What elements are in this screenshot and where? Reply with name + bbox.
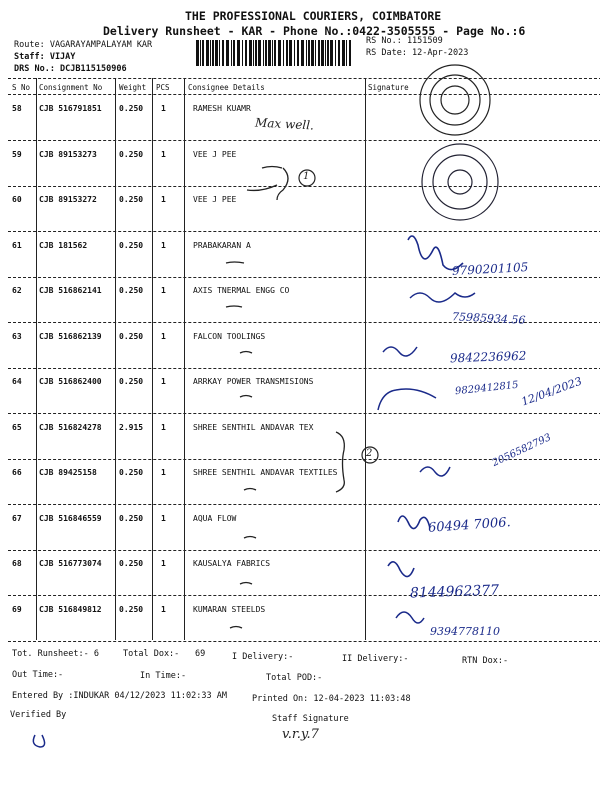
row-pcs: 1 [161, 331, 166, 341]
row-weight: 0.250 [119, 468, 144, 477]
verified-signature [33, 735, 44, 747]
rs-date: RS Date: 12-Apr-2023 [366, 48, 469, 58]
col-header-consignee: Consignee Details [188, 83, 265, 92]
handwriting-maxwell: Max well. [254, 115, 315, 133]
entered-by: Entered By :INDUKAR 04/12/2023 11:02:33 AM [12, 691, 227, 701]
row-sno: 64 [12, 377, 22, 386]
row-sno: 59 [12, 149, 22, 159]
row-pcs: 1 [161, 286, 166, 295]
i-delivery: I Delivery:- [232, 652, 294, 662]
row-consignee: KUMARAN STEELDS [193, 604, 266, 614]
row-consignee: RAMESH KUAMR [193, 104, 251, 113]
tick-mark [262, 167, 282, 169]
col-header-consignment: Consignment No [39, 83, 103, 92]
row-consignee: FALCON TOOLINGS [193, 331, 266, 341]
row-pcs: 1 [161, 468, 166, 477]
row-sno: 67 [12, 513, 22, 523]
route-label: Route: VAGARAYAMPALAYAM KAR [14, 40, 153, 50]
bracket-mark [336, 432, 344, 492]
signature-scribble [410, 293, 475, 302]
tick-mark [226, 262, 244, 263]
company-title: THE PROFESSIONAL COURIERS, COIMBATORE [185, 9, 442, 23]
signature-scribble [378, 389, 436, 410]
runsheet-subtitle: Delivery Runsheet - KAR - Phone No.:0422-3505555 - Page No.:6 [103, 24, 526, 38]
row-weight: 2.915 [119, 422, 144, 432]
row-weight: 0.250 [119, 240, 144, 250]
row-pcs: 1 [161, 422, 166, 432]
row-sno: 63 [12, 331, 22, 341]
total-pod: Total POD:- [266, 673, 323, 683]
ii-delivery: II Delivery:- [342, 654, 409, 664]
handwriting-group-2: 2 [366, 448, 373, 459]
row-consignment: CJB 89153273 [39, 149, 97, 159]
out-time: Out Time:- [12, 670, 64, 680]
row-consignment: CJB 89425158 [39, 468, 97, 477]
signature-scribble [396, 612, 424, 623]
row-pcs: 1 [161, 195, 166, 204]
row-consignment: CJB 516773074 [39, 559, 102, 568]
staff-signature-label: Staff Signature [272, 714, 349, 724]
row-weight: 0.250 [119, 104, 144, 113]
row-weight: 0.250 [119, 513, 144, 523]
row-consignment: CJB 516862400 [39, 377, 102, 386]
rtn-dox: RTN Dox:- [462, 656, 509, 666]
row-pcs: 1 [161, 559, 166, 568]
row-consignment: CJB 516791851 [39, 104, 102, 113]
signature-scribble [383, 347, 417, 356]
row-consignment: CJB 516846559 [39, 513, 102, 523]
row-consignment: CJB 516862139 [39, 331, 102, 341]
row-consignment: CJB 181562 [39, 240, 88, 250]
handwriting-phone-66: 2056582793 [490, 432, 553, 469]
handwriting-phone-64: 9829412815 [454, 379, 520, 398]
row-pcs: 1 [161, 240, 166, 250]
tick-mark [240, 396, 252, 398]
tick-mark [240, 583, 252, 585]
row-consignee: KAUSALYA FABRICS [193, 559, 271, 568]
row-consignment: CJB 516849812 [39, 604, 102, 614]
row-sno: 58 [12, 104, 22, 113]
col-header-sno: S No [12, 83, 31, 92]
row-weight: 0.250 [119, 559, 144, 568]
handwriting-phone-63: 9842236962 [449, 348, 527, 366]
row-pcs: 1 [161, 604, 166, 614]
row-sno: 68 [12, 559, 22, 568]
row-pcs: 1 [161, 377, 166, 386]
handwriting-date-64: 12/04/2023 [519, 374, 584, 409]
total-runsheet: Tot. Runsheet:- 6 [12, 649, 99, 659]
rs-number: RS No.: 1151509 [366, 36, 443, 46]
tick-mark [240, 352, 252, 354]
handwriting-phone-61: 9790201105 [451, 260, 529, 278]
handwriting-phone-67: 60494 7006. [427, 515, 512, 536]
stamp-maxwell [420, 65, 490, 135]
row-sno: 66 [12, 468, 22, 477]
row-consignee: AXIS TNERMAL ENGG CO [193, 286, 290, 295]
row-weight: 0.250 [119, 331, 144, 341]
printed-on: Printed On: 12-04-2023 11:03:48 [252, 694, 411, 704]
row-pcs: 1 [161, 149, 166, 159]
row-consignee: AQUA FLOW [193, 513, 237, 523]
handwriting-phone-62: 75985934.56 [451, 310, 526, 327]
total-dox-value: 69 [195, 649, 206, 659]
row-weight: 0.250 [119, 195, 144, 204]
row-consignee: ARRKAY POWER TRANSMISIONS [193, 377, 314, 386]
row-sno: 65 [12, 422, 22, 432]
signature-scribble [388, 562, 414, 577]
tick-mark [226, 306, 242, 307]
staff-label: Staff: VIJAY [14, 52, 76, 62]
row-consignee: VEE J PEE [193, 195, 237, 204]
row-weight: 0.250 [119, 377, 144, 386]
handwriting-phone-68: 8144962377 [409, 582, 500, 602]
bracket-mark [277, 168, 288, 200]
row-pcs: 1 [161, 513, 166, 523]
col-header-pcs: PCS [156, 83, 170, 92]
row-weight: 0.250 [119, 604, 144, 614]
stamp-veejpee [422, 144, 498, 220]
row-sno: 61 [12, 240, 22, 250]
row-consignment: CJB 516862141 [39, 286, 102, 295]
row-pcs: 1 [161, 104, 166, 113]
row-weight: 0.250 [119, 286, 144, 295]
row-consignment: CJB 89153272 [39, 195, 97, 204]
row-sno: 60 [12, 195, 22, 204]
handwriting-phone-69: 9394778110 [430, 625, 500, 638]
row-sno: 62 [12, 286, 22, 295]
signature-scribble [420, 467, 450, 476]
tick-mark [230, 627, 242, 629]
row-consignee: PRABAKARAN A [193, 240, 251, 250]
verified-by-label: Verified By [10, 710, 67, 720]
row-consignee: SHREE SENTHIL ANDAVAR TEX [193, 422, 314, 432]
in-time: In Time:- [140, 671, 187, 681]
col-header-weight: Weight [119, 83, 147, 92]
staff-signature-scribble: v.r.y.7 [282, 727, 319, 742]
col-header-signature: Signature [368, 83, 409, 92]
row-weight: 0.250 [119, 149, 144, 159]
row-consignee: SHREE SENTHIL ANDAVAR TEXTILES [193, 468, 338, 477]
handwriting-group-1: 1 [303, 171, 310, 182]
tick-mark [244, 489, 256, 491]
tick-mark [247, 185, 277, 190]
row-consignment: CJB 516824278 [39, 422, 102, 432]
tick-mark [244, 537, 256, 539]
row-sno: 69 [12, 604, 22, 614]
total-dox-label: Total Dox:- [123, 649, 180, 659]
row-consignee: VEE J PEE [193, 149, 237, 159]
signature-scribble [398, 516, 430, 529]
drs-number: DRS No.: DCJB115150906 [14, 64, 127, 74]
